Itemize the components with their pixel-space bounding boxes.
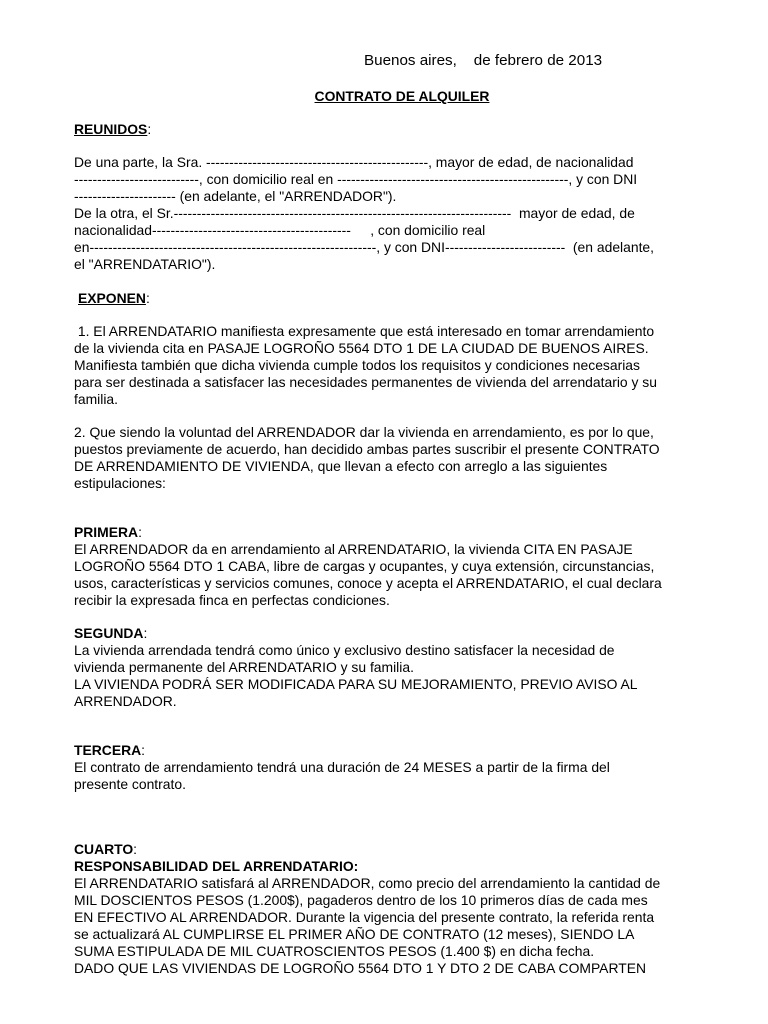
reunidos-line: el "ARRENDATARIO"). (74, 256, 216, 272)
section-heading-tercera (74, 742, 145, 759)
cuarto-line: DADO QUE LAS VIVIENDAS DE LOGROÑO 5564 DTO 1 Y DTO 2 DE CABA COMPARTEN (74, 960, 647, 976)
section-heading-cuarto (74, 841, 137, 858)
tercera-colon: : (141, 742, 145, 758)
primera-line: usos, características y servicios comunes, conoce y acepta el ARRENDATARIO, el cual declara (74, 575, 662, 591)
cuarto-line: El ARRENDATARIO satisfará al ARRENDADOR, como precio del arrendamiento la cantidad de (74, 875, 661, 891)
segunda-line: La vivienda arrendada tendrá como único y exclusivo destino satisfacer la necesidad de (74, 642, 615, 658)
exponen-p1-line: para ser destinada a satisfacer las necesidades permanentes de vivienda del arrendatario y su (74, 374, 657, 390)
cuarto-line: SUMA ESTIPULADA DE MIL CUATROSCIENTOS PESOS (1.400 $) en dicha fecha. (74, 943, 595, 959)
segunda-line: ARRENDADOR. (74, 693, 177, 709)
exponen-heading: EXPONEN (78, 290, 146, 306)
exponen-p2-line: 2. Que siendo la voluntad del ARRENDADOR dar la vivienda en arrendamiento, es por lo que, (74, 424, 654, 440)
section-heading-primera (74, 524, 142, 541)
cuarto-line: MIL DOSCIENTOS PESOS (1.200$), pagaderos dentro de los 10 primeros días de cada mes (74, 892, 648, 908)
cuarto-line: EN EFECTIVO AL ARRENDADOR. Durante la vigencia del presente contrato, la referida renta (74, 909, 655, 925)
contract-title: CONTRATO DE ALQUILER (314, 88, 490, 104)
primera-colon: : (138, 524, 142, 540)
cuarto-subheading: RESPONSABILIDAD DEL ARRENDATARIO: (74, 858, 359, 874)
exponen-colon: : (145, 290, 150, 306)
reunidos-line: De la otra, el Sr.------------------------------------------------------------------------- mayor de edad, de (74, 205, 635, 221)
exponen-p2-line: puestos previamente de acuerdo, han decidido ambas partes suscribir el presente CONTRATO (74, 441, 660, 457)
reunidos-colon: : (147, 121, 152, 137)
reunidos-heading: REUNIDOS (74, 121, 148, 137)
primera-line: recibir la expresada finca en perfectas condiciones. (74, 592, 390, 608)
reunidos-line: en--------------------------------------------------------------, y con DNI-------------------------- (en adelante, (74, 239, 655, 255)
segunda-heading: SEGUNDA (74, 625, 144, 641)
primera-heading: PRIMERA (74, 524, 139, 540)
exponen-p1-line: de la vivienda cita en PASAJE LOGROÑO 5564 DTO 1 DE LA CIUDAD DE BUENOS AIRES. (74, 340, 649, 356)
segunda-line: LA VIVIENDA PODRÁ SER MODIFICADA PARA SU MEJORAMIENTO, PREVIO AVISO AL (74, 676, 638, 692)
reunidos-line: nacionalidad------------------------------------------- , con domicilio real (74, 222, 486, 238)
tercera-line: presente contrato. (74, 776, 186, 792)
primera-line: El ARRENDADOR da en arrendamiento al ARRENDATARIO, la vivienda CITA EN PASAJE (74, 541, 633, 557)
segunda-line: vivienda permanente del ARRENDATARIO y su familia. (74, 659, 414, 675)
section-heading-exponen (78, 290, 150, 307)
exponen-p1-line: Manifiesta también que dicha vivienda cumple todos los requisitos y condiciones necesarias (74, 357, 640, 373)
cuarto-colon: : (133, 841, 138, 857)
section-heading-reunidos (74, 121, 151, 138)
cuarto-heading: CUARTO (74, 841, 134, 857)
tercera-line: El contrato de arrendamiento tendrá una duración de 24 MESES a partir de la firma del (74, 759, 610, 775)
tercera-heading: TERCERA (74, 742, 142, 758)
section-heading-segunda (74, 625, 147, 642)
exponen-p2-line: estipulaciones: (74, 475, 166, 491)
segunda-colon: : (143, 625, 148, 641)
reunidos-line: ---------------------------, con domicilio real en --------------------------------------------------, y con DNI (74, 171, 638, 187)
exponen-p1-line: familia. (74, 391, 118, 407)
cuarto-line: se actualizará AL CUMPLIRSE EL PRIMER AÑO DE CONTRATO (12 meses), SIENDO LA (74, 926, 635, 942)
primera-line: LOGROÑO 5564 DTO 1 CABA, libre de cargas y ocupantes, y cuya extensión, circunstancias, (74, 558, 655, 574)
exponen-p2-line: DE ARRENDAMIENTO DE VIVIENDA, que llevan a efecto con arreglo a las siguientes (74, 458, 608, 474)
reunidos-line: De una parte, la Sra. ------------------------------------------------, mayor de edad, de nacionalidad (74, 154, 634, 170)
exponen-p1-line: 1. El ARRENDATARIO manifiesta expresamente que está interesado en tomar arrendamiento (74, 323, 655, 339)
date-line: Buenos aires, de febrero de 2013 (364, 52, 603, 69)
reunidos-line: ---------------------- (en adelante, el "ARRENDADOR"). (74, 188, 397, 204)
